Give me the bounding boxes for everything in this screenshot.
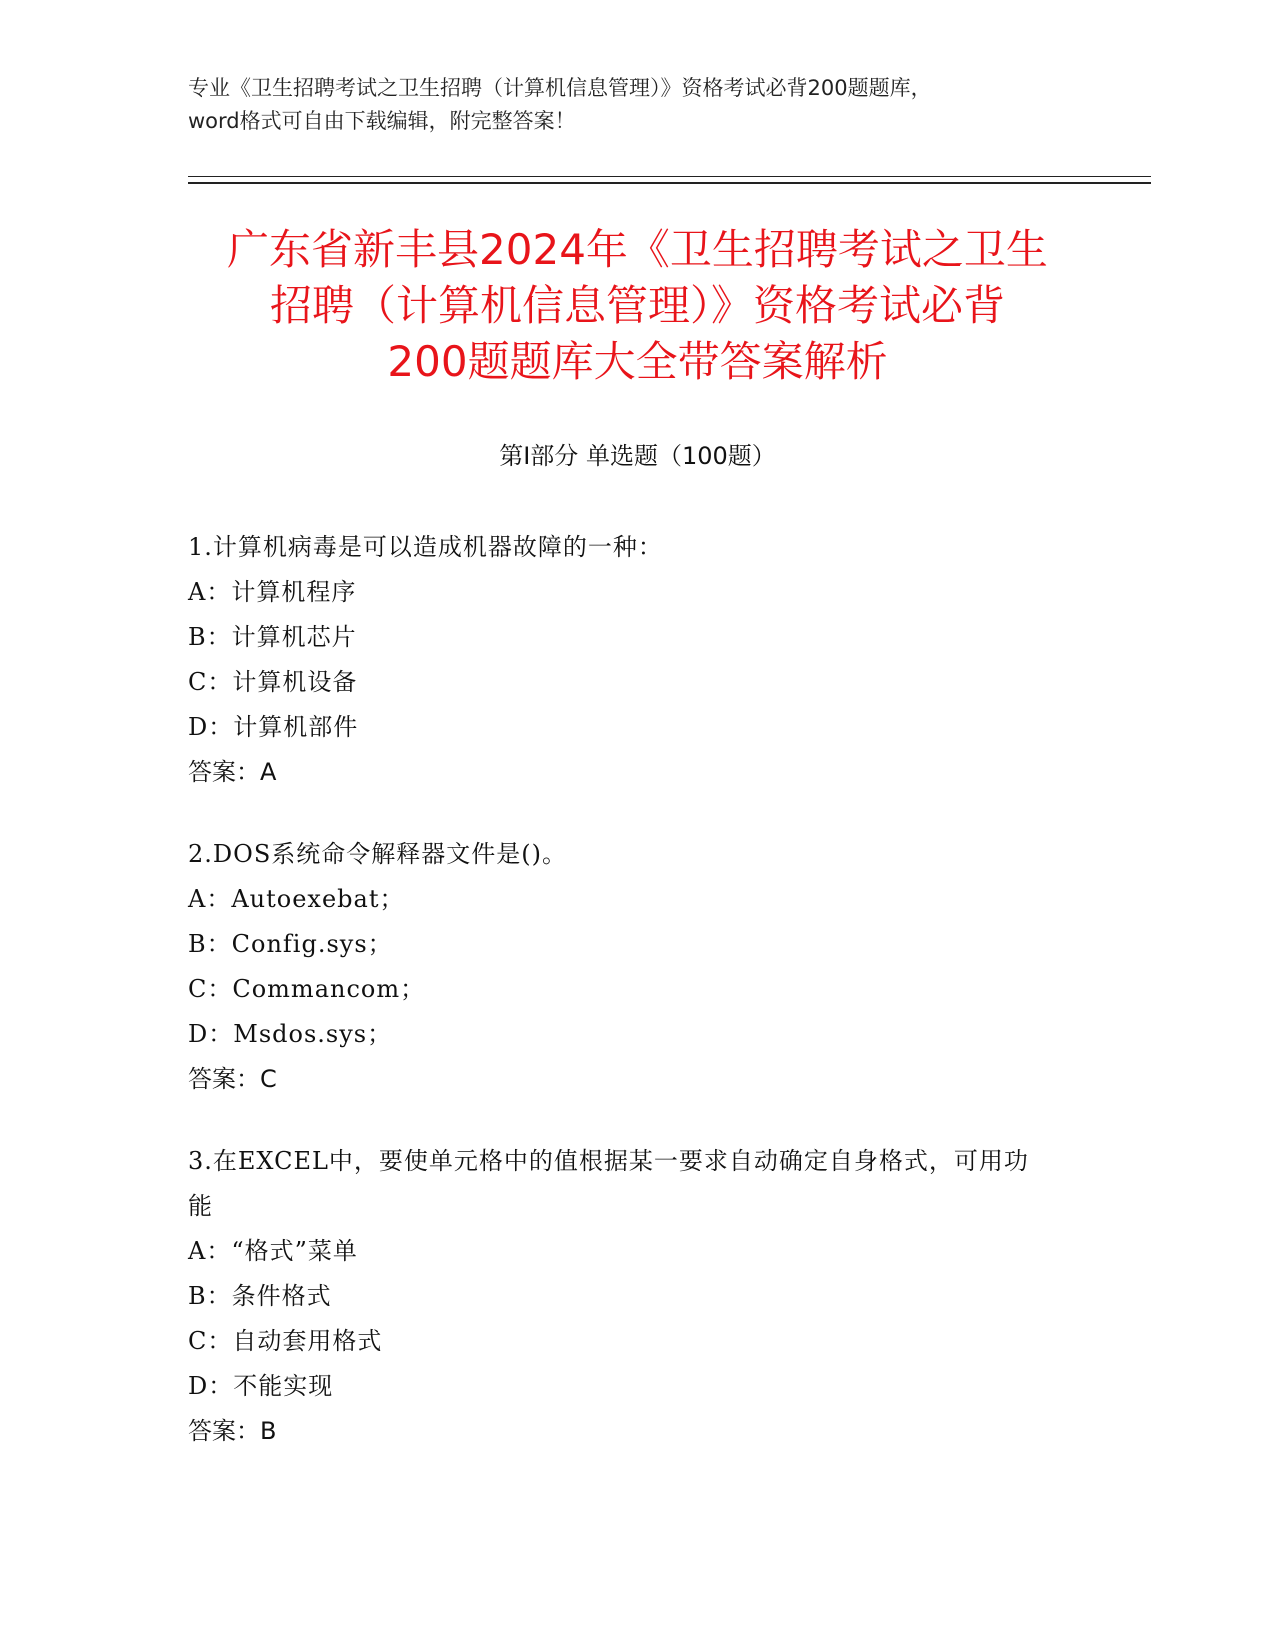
option-d: D：不能实现: [188, 1372, 334, 1400]
question-stem: 3.在EXCEL中，要使单元格中的值根据某一要求自动确定自身格式，可用功能: [188, 1147, 1029, 1220]
document-title-line-1: 广东省新丰县2024年《卫生招聘考试之卫生: [227, 225, 1048, 274]
question-3: [188, 1139, 1088, 1454]
option-a: A：Autoexebat；: [188, 885, 405, 913]
question-2: [188, 832, 1088, 1102]
answer: 答案：A: [188, 758, 277, 786]
section-heading: 第Ⅰ部分 单选题（100题）: [499, 442, 776, 470]
header-divider-thick: [188, 182, 1151, 184]
header-divider-thin: [188, 176, 1151, 177]
option-a: A：计算机程序: [188, 578, 357, 606]
option-d: D：Msdos.sys；: [188, 1020, 393, 1048]
document-title: [150, 222, 1125, 390]
option-b: B：条件格式: [188, 1282, 332, 1310]
option-c: C：计算机设备: [188, 668, 358, 696]
option-a: A：“格式”菜单: [188, 1237, 358, 1265]
option-b: B：Config.sys；: [188, 930, 393, 958]
header-note-line-2: word格式可自由下载编辑，附完整答案！: [188, 109, 576, 133]
question-1: [188, 525, 1088, 795]
option-b: B：计算机芯片: [188, 623, 357, 651]
option-d: D：计算机部件: [188, 713, 359, 741]
option-c: C：自动套用格式: [188, 1327, 383, 1355]
header-note: [188, 72, 1088, 138]
question-stem: 2.DOS系统命令解释器文件是()。: [188, 840, 567, 868]
answer: 答案：C: [188, 1065, 277, 1093]
question-stem: 1.计算机病毒是可以造成机器故障的一种：: [188, 533, 663, 561]
document-title-line-3: 200题题库大全带答案解析: [387, 337, 888, 386]
answer: 答案：B: [188, 1417, 277, 1445]
document-title-line-2: 招聘（计算机信息管理）》资格考试必背: [269, 281, 1005, 330]
header-note-line-1: 专业《卫生招聘考试之卫生招聘（计算机信息管理）》资格考试必背200题题库，: [188, 76, 932, 100]
option-c: C：Commancom；: [188, 975, 426, 1003]
